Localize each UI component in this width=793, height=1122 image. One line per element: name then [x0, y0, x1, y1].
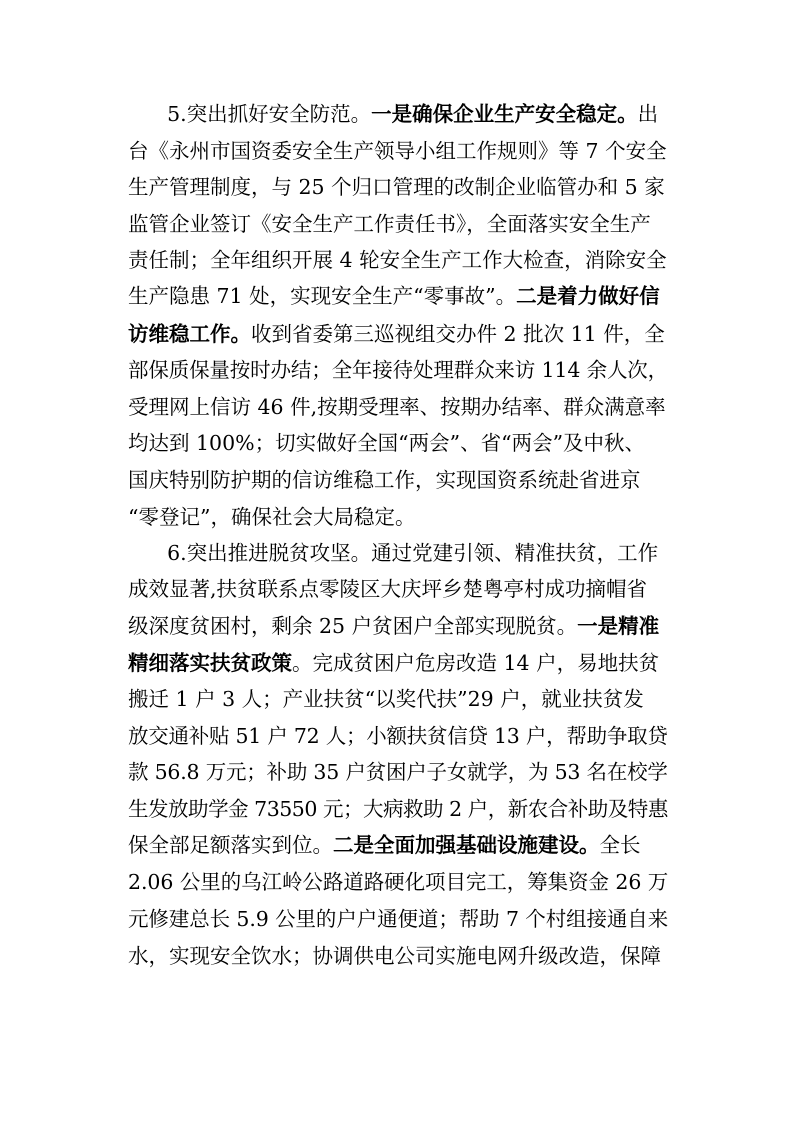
body-text: 受理网上信访 46 件,按期受理率、按期办结率、群众满意率 [128, 395, 666, 419]
body-text: 部保质保量按时办结；全年接待处理群众来访 114 余人次， [128, 358, 669, 382]
bold-heading-text: 精细落实扶贫政策 [128, 651, 292, 675]
body-text: 。完成贫困户危房改造 14 户，易地扶贫 [292, 651, 660, 675]
body-text: 监管企业签订《安全生产工作责任书》，全面落实安全生产 [128, 212, 651, 236]
text-line [128, 608, 668, 644]
body-text: 水，实现安全饮水；协调供电公司实施电网升级改造，保障 [128, 944, 661, 968]
body-text: 均达到 100%；切实做好全国“两会”、省“两会”及中秋、 [128, 431, 646, 455]
body-text: 国庆特别防护期的信访维稳工作，实现国资系统赴省进京 [128, 468, 641, 492]
text-line [128, 206, 668, 242]
text-line [128, 864, 668, 900]
text-line [128, 571, 668, 607]
text-line [128, 389, 668, 425]
bold-heading-text: 二是着力做好信 [516, 284, 660, 308]
text-line [128, 242, 668, 278]
body-text: 生产隐患 71 处，实现安全生产“零事故”。 [128, 284, 517, 308]
bold-heading-text: 二是全面加强基础设施建设。 [333, 833, 600, 857]
text-line [128, 681, 668, 717]
text-line [128, 938, 668, 974]
body-text: 收到省委第三巡视组交办件 2 批次 11 件，全 [251, 322, 665, 346]
body-text: 5.突出抓好安全防范。 [128, 102, 372, 126]
body-text: 2.06 公里的乌江岭公路道路硬化项目完工，筹集资金 26 万 [128, 870, 669, 894]
body-text: 搬迁 1 户 3 人；产业扶贫“以奖代扶”29 户，就业扶贫发 [128, 687, 644, 711]
text-line [128, 352, 668, 388]
body-text: “零登记”，确保社会大局稳定。 [128, 505, 416, 529]
body-text: 全长 [599, 833, 641, 857]
body-text: 款 56.8 万元；补助 35 户贫困户子女就学，为 53 名在校学 [128, 760, 668, 784]
bold-heading-text: 一是精准 [577, 614, 660, 638]
body-text: 保全部足额落实到位。 [128, 833, 333, 857]
text-line [128, 96, 668, 132]
text-line [128, 901, 668, 937]
text-line [128, 754, 668, 790]
body-text: 责任制；全年组织开展 4 轮安全生产工作大检查，消除安全 [128, 248, 667, 272]
body-text: 生发放助学金 73550 元；大病救助 2 户，新农合补助及特惠 [128, 797, 668, 821]
body-text: 放交通补贴 51 户 72 人；小额扶贫信贷 13 户，帮助争取贷 [128, 724, 668, 748]
text-line [128, 645, 668, 681]
text-line [128, 278, 668, 314]
body-text: 台《永州市国资委安全生产领导小组工作规则》等 7 个安全 [128, 139, 667, 163]
text-line [128, 499, 668, 535]
body-text: 成效显著,扶贫联系点零陵区大庆坪乡楚粤亭村成功摘帽省 [128, 577, 648, 601]
text-line [128, 169, 668, 205]
text-line [128, 425, 668, 461]
bold-heading-text: 一是确保企业生产安全稳定。 [371, 102, 638, 126]
bold-heading-text: 访维稳工作。 [128, 322, 251, 346]
text-line [128, 718, 668, 754]
body-text: 生产管理制度，与 25 个归口管理的改制企业临管办和 5 家 [128, 175, 665, 199]
body-text: 出 [637, 102, 659, 126]
text-line [128, 535, 668, 571]
text-line [128, 827, 668, 863]
text-line [128, 316, 668, 352]
body-text: 6.突出推进脱贫攻坚。通过党建引领、精准扶贫，工作 [128, 541, 659, 565]
body-text: 元修建总长 5.9 公里的户户通便道；帮助 7 个村组接通自来 [128, 907, 669, 931]
body-text: 级深度贫困村，剩余 25 户贫困户全部实现脱贫。 [128, 614, 578, 638]
text-line [128, 791, 668, 827]
text-line [128, 462, 668, 498]
text-line [128, 133, 668, 169]
